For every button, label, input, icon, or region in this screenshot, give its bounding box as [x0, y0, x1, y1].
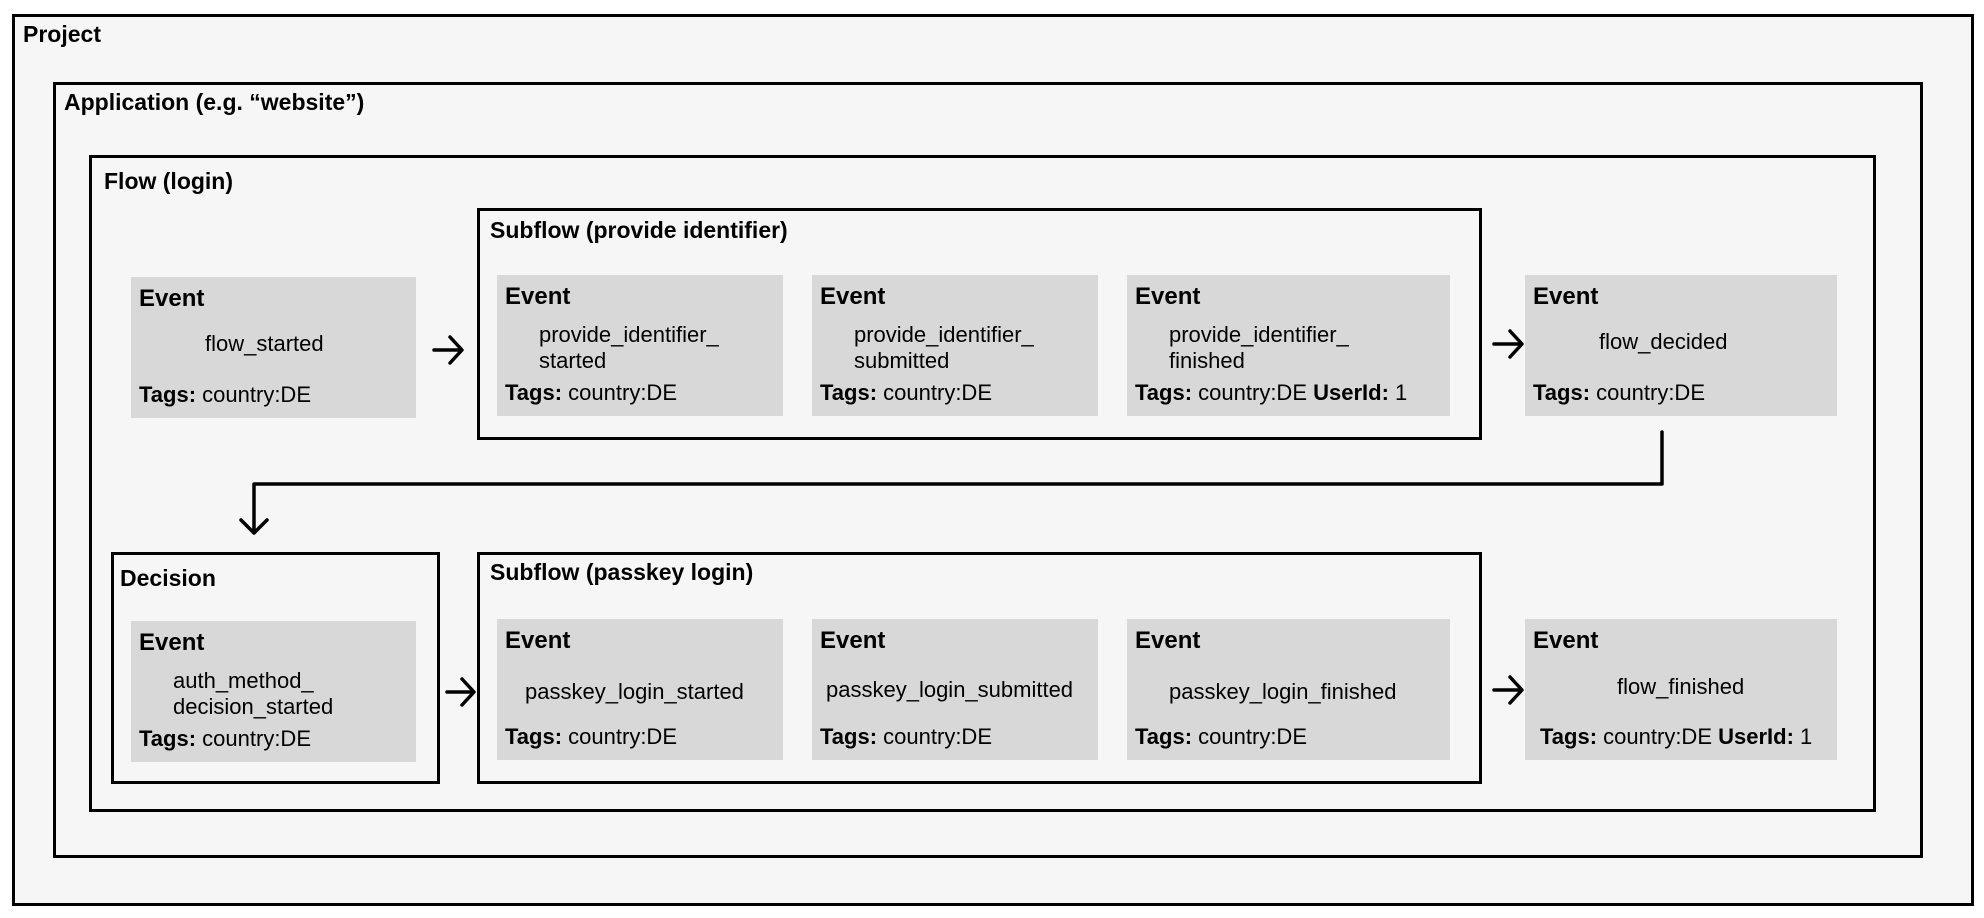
- event-tags: Tags: country:DE: [1135, 724, 1307, 749]
- event-name: flow_decided: [1599, 329, 1728, 354]
- event-title: Event: [820, 283, 886, 310]
- event-tags: Tags: country:DE UserId: 1: [1135, 380, 1408, 405]
- arrow-right-icon: [1494, 677, 1522, 703]
- event-name: auth_method_ decision_started: [173, 668, 334, 719]
- event-name: flow_finished: [1617, 674, 1745, 699]
- event-tags: Tags: country:DE UserId: 1: [1540, 724, 1813, 749]
- subflow-passkey-label: Subflow (passkey login): [490, 559, 754, 585]
- event-name: provide_identifier_ submitted: [854, 322, 1034, 373]
- event-title: Event: [1135, 283, 1201, 310]
- event-title: Event: [505, 283, 571, 310]
- event-title: Event: [1533, 283, 1599, 310]
- event-name: provide_identifier_ started: [539, 322, 719, 373]
- event-title: Event: [820, 627, 886, 654]
- event-name: passkey_login_finished: [1169, 679, 1397, 704]
- event-name: flow_started: [205, 331, 324, 356]
- decision-label: Decision: [120, 565, 216, 591]
- event-tags: Tags: country:DE: [1533, 380, 1705, 405]
- event-title: Event: [1533, 627, 1599, 654]
- event-title: Event: [139, 285, 205, 312]
- arrow-right-icon: [1494, 331, 1522, 357]
- event-name: provide_identifier_ finished: [1169, 322, 1349, 373]
- subflow-identifier-label: Subflow (provide identifier): [490, 217, 788, 243]
- event-title: Event: [139, 629, 205, 656]
- event-tags: Tags: country:DE: [820, 380, 992, 405]
- event-tags: Tags: country:DE: [505, 380, 677, 405]
- event-tags: Tags: country:DE: [139, 726, 311, 751]
- project-label: Project: [23, 21, 101, 47]
- arrow-right-icon: [434, 337, 462, 363]
- event-tags: Tags: country:DE: [139, 382, 311, 407]
- event-tags: Tags: country:DE: [820, 724, 992, 749]
- connector-arrow-down-icon: [241, 432, 1662, 533]
- flow-label: Flow (login): [104, 168, 234, 194]
- event-name: passkey_login_started: [525, 679, 744, 704]
- event-title: Event: [1135, 627, 1201, 654]
- application-label: Application (e.g. “website”): [64, 89, 365, 115]
- event-tags: Tags: country:DE: [505, 724, 677, 749]
- arrow-right-icon: [447, 679, 474, 705]
- event-title: Event: [505, 627, 571, 654]
- event-name: passkey_login_submitted: [826, 677, 1074, 702]
